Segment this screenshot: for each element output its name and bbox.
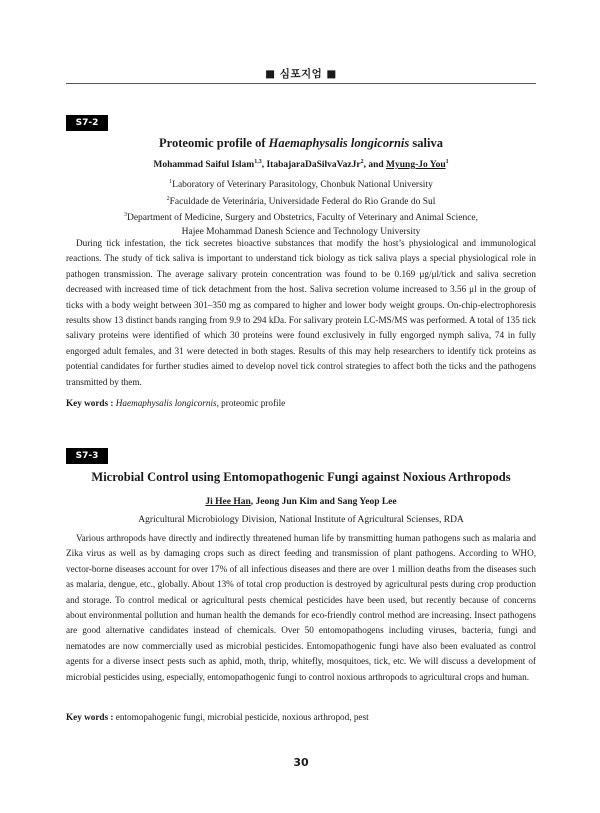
keywords-label: Key words :: [66, 398, 116, 408]
affiliation-line: [66, 193, 536, 210]
affiliation-line: [66, 209, 536, 226]
keywords-rest: , proteomic profile: [216, 398, 286, 408]
title-suffix: saliva: [409, 136, 443, 150]
affiliation-block: [66, 176, 536, 239]
author-sep: , and: [363, 160, 387, 171]
author-name: ItabajaraDaSilvaVazJr: [266, 160, 361, 171]
author-list: [66, 159, 536, 170]
abstract-title: Microbial Control using Entomopathogenic Fungi against Noxious Arthropods: [91, 470, 511, 484]
affiliation-line: [66, 176, 536, 193]
author-sep: ,: [261, 160, 267, 171]
author-sup: 1: [445, 159, 449, 165]
keyword-species: Haemaphysalis longicornis: [115, 398, 217, 408]
author-name-presenter: Ji Hee Han: [205, 497, 251, 507]
running-header: ■ 심포지엄 ■: [265, 68, 337, 80]
header-rule: [66, 83, 536, 84]
author-sup: 1,3: [254, 159, 262, 165]
abstract-body: Various arthropods have directly and indirectly threatened human life by transmitting human pathogens such as malaria and Zika virus as well as by damaging crops such as direct feeding and transmission of plant pathogens. According to WHO, vector-borne diseases account for over 17% of all infectious diseases and there are over 1 million deaths from the diseases such as malaria, dengue, etc., globally. About 13% of total crop production is destroyed by agricultural pests during crop production and storage. To control medical or agricultural pests chemical pesticides have been used, but recently because of concerns about environmental pollution and human health the demands for eco-friendly control method are increasing. Insect pathogens are good alternative candidates instead of chemicals. Over 50 entomopathogens including viruses, bacteria, fungi and nematodes are now commercially used as microbial pesticides. Entomopathogenic fungi have also been evaluated as control agents for a diverse insect pests such as aphid, moth, thrip, whitefly, mosquitoes, tick, etc. We will discuss a development of microbial pesticides using, especially, entomopathogenic fungi to control noxious arthropods to agricultural crops and human.: [66, 533, 536, 682]
page-number: 30: [293, 756, 309, 769]
keywords-label: Key words :: [66, 712, 116, 722]
affiliation-line: Agricultural Microbiology Division, National Institute of Agricultural Scienses, RDA: [138, 515, 464, 525]
affiliation-text: Laboratory of Veterinary Parasitology, Chonbuk National University: [172, 180, 433, 191]
author-names-rest: , Jeong Jun Kim and Sang Yeop Lee: [250, 497, 397, 507]
abstract-title: [66, 136, 536, 151]
section-badge: S7-3: [66, 448, 108, 464]
title-species: Haemaphysalis longicornis: [268, 136, 410, 150]
affiliation-text: Department of Medicine, Surgery and Obstetrics, Faculty of Veterinary and Animal Science,: [126, 213, 479, 224]
keywords-rest: entomopahogenic fungi, microbial pesticide, noxious arthropod, pest: [115, 712, 369, 722]
author-name: Mohammad Saiful Islam: [153, 160, 255, 171]
affiliation-sup: 3: [123, 212, 127, 219]
affiliation-sup: 2: [166, 195, 170, 202]
keywords-line: [66, 398, 536, 408]
affiliation-sup: 1: [169, 179, 173, 185]
author-list: [66, 497, 536, 507]
keywords-line: [66, 712, 536, 722]
author-name-presenter: Myung-Jo You: [386, 160, 446, 171]
section-badge: S7-2: [66, 115, 108, 131]
affiliation-text: Faculdade de Veterinária, Universidade Federal do Rio Grande do Sul: [169, 196, 436, 207]
title-prefix: Proteomic profile of: [159, 136, 269, 150]
affiliation-text: Hajee Mohammad Danesh Science and Technology University: [181, 226, 421, 237]
abstract-body: During tick infestation, the tick secretes bioactive substances that modify the host’s physiological and immunological reactions. The study of tick saliva is important to understand tick biology as tick saliva plays a special physiological role in pathogen transmission. The average salivary protein concentration was found to be 0.169 μg/μl/tick and saliva secretion decreased with increased time of tick detachment from the host. Saliva secretion volume increased to 3.56 μl in the group of ticks with a body weight between 301–350 mg as compared to higher and lower body weight groups. On-chip-electrophoresis results show 13 distinct bands ranging from 9.9 to 294 kDa. For salivary protein LC-MS/MS was performed. A total of 135 tick salivary proteins were identified of which 30 proteins were found exclusively in fully engorged nymph saliva, 74 in fully engorged adult females, and 31 were detected in both stages. Results of this may help researchers to identify tick proteins as potential candidates for further studies aimed to develop novel tick control strategies to affect both the ticks and the pathogens transmitted by them.: [66, 238, 536, 387]
author-sup: 2: [360, 159, 364, 165]
